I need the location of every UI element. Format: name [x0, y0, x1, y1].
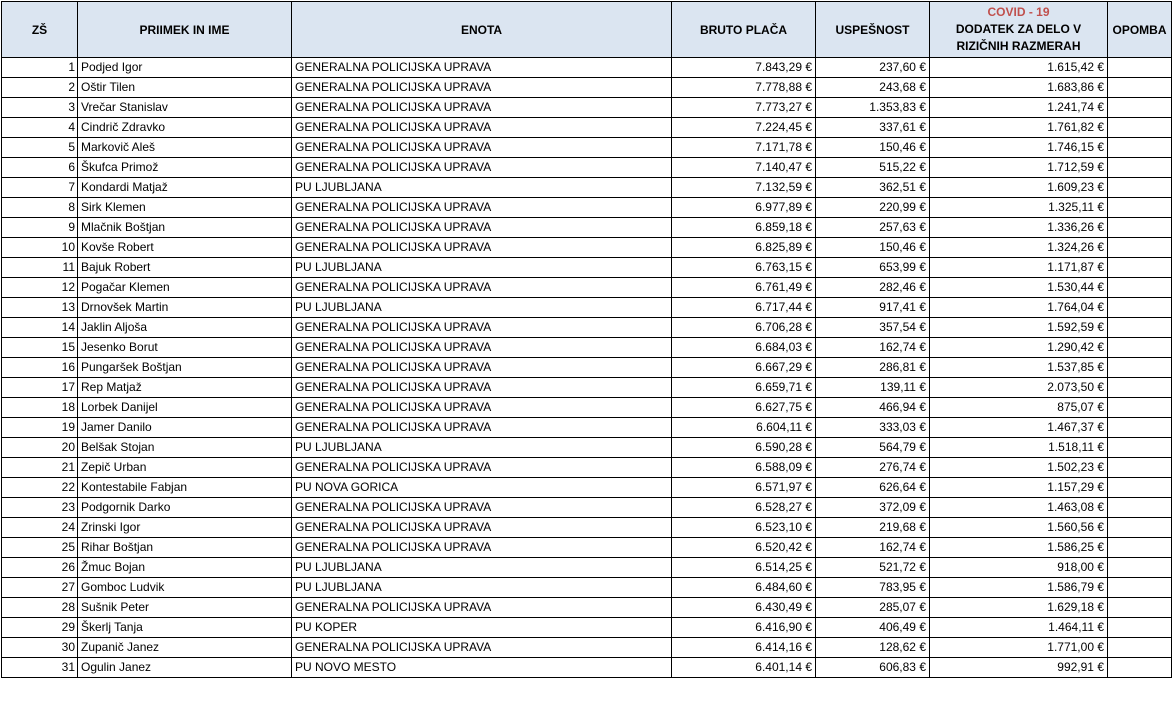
- cell-note[interactable]: [1108, 98, 1172, 118]
- cell-unit[interactable]: PU LJUBLJANA: [292, 558, 672, 578]
- cell-note[interactable]: [1108, 478, 1172, 498]
- cell-gross[interactable]: 6.977,89 €: [672, 198, 816, 218]
- table-row: [2, 418, 1172, 438]
- cell-gross[interactable]: 6.590,28 €: [672, 438, 816, 458]
- cell-zs[interactable]: 5: [2, 138, 78, 158]
- cell-performance[interactable]: 162,74 €: [816, 538, 930, 558]
- cell-unit[interactable]: PU NOVA GORICA: [292, 478, 672, 498]
- cell-note[interactable]: [1108, 258, 1172, 278]
- cell-performance[interactable]: 286,81 €: [816, 358, 930, 378]
- cell-gross[interactable]: 6.571,97 €: [672, 478, 816, 498]
- cell-performance[interactable]: 128,62 €: [816, 638, 930, 658]
- cell-covid[interactable]: 1.771,00 €: [930, 638, 1108, 658]
- cell-name[interactable]: Kondardi Matjaž: [78, 178, 292, 198]
- header-gross[interactable]: BRUTO PLAČA: [672, 2, 816, 58]
- cell-note[interactable]: [1108, 78, 1172, 98]
- cell-gross[interactable]: 6.763,15 €: [672, 258, 816, 278]
- cell-note[interactable]: [1108, 558, 1172, 578]
- cell-gross[interactable]: 6.430,49 €: [672, 598, 816, 618]
- cell-zs[interactable]: 29: [2, 618, 78, 638]
- cell-performance[interactable]: 653,99 €: [816, 258, 930, 278]
- table-row: [2, 118, 1172, 138]
- table-row: [2, 138, 1172, 158]
- cell-performance[interactable]: 285,07 €: [816, 598, 930, 618]
- table-row: [2, 318, 1172, 338]
- table-row: [2, 78, 1172, 98]
- cell-unit[interactable]: PU NOVO MESTO: [292, 658, 672, 678]
- cell-unit[interactable]: PU LJUBLJANA: [292, 578, 672, 598]
- table-row: [2, 198, 1172, 218]
- cell-covid[interactable]: 2.073,50 €: [930, 378, 1108, 398]
- cell-note[interactable]: [1108, 638, 1172, 658]
- table-row: [2, 278, 1172, 298]
- cell-name[interactable]: Cindrič Zdravko: [78, 118, 292, 138]
- cell-unit[interactable]: GENERALNA POLICIJSKA UPRAVA: [292, 538, 672, 558]
- cell-note[interactable]: [1108, 578, 1172, 598]
- cell-unit[interactable]: GENERALNA POLICIJSKA UPRAVA: [292, 338, 672, 358]
- cell-unit[interactable]: GENERALNA POLICIJSKA UPRAVA: [292, 318, 672, 338]
- cell-name[interactable]: Jesenko Borut: [78, 338, 292, 358]
- cell-performance[interactable]: 406,49 €: [816, 618, 930, 638]
- cell-unit[interactable]: PU LJUBLJANA: [292, 178, 672, 198]
- table-row: [2, 98, 1172, 118]
- cell-unit[interactable]: GENERALNA POLICIJSKA UPRAVA: [292, 198, 672, 218]
- table-row: [2, 438, 1172, 458]
- cell-performance[interactable]: 606,83 €: [816, 658, 930, 678]
- table-row: [2, 258, 1172, 278]
- cell-zs[interactable]: 30: [2, 638, 78, 658]
- cell-note[interactable]: [1108, 498, 1172, 518]
- cell-performance[interactable]: 237,60 €: [816, 58, 930, 78]
- cell-name[interactable]: Oštir Tilen: [78, 78, 292, 98]
- cell-performance[interactable]: 219,68 €: [816, 518, 930, 538]
- header-unit[interactable]: ENOTA: [292, 2, 672, 58]
- salary-table-sheet: [1, 1, 1172, 678]
- cell-gross[interactable]: 6.484,60 €: [672, 578, 816, 598]
- cell-unit[interactable]: GENERALNA POLICIJSKA UPRAVA: [292, 358, 672, 378]
- cell-performance[interactable]: 362,51 €: [816, 178, 930, 198]
- cell-covid[interactable]: 1.764,04 €: [930, 298, 1108, 318]
- cell-covid[interactable]: 1.586,25 €: [930, 538, 1108, 558]
- table-row: [2, 598, 1172, 618]
- cell-note[interactable]: [1108, 158, 1172, 178]
- cell-performance[interactable]: 139,11 €: [816, 378, 930, 398]
- cell-note[interactable]: [1108, 418, 1172, 438]
- cell-covid[interactable]: 1.336,26 €: [930, 218, 1108, 238]
- table-row: [2, 658, 1172, 678]
- cell-name[interactable]: Jaklin Aljoša: [78, 318, 292, 338]
- cell-zs[interactable]: 27: [2, 578, 78, 598]
- cell-name[interactable]: Sirk Klemen: [78, 198, 292, 218]
- cell-unit[interactable]: GENERALNA POLICIJSKA UPRAVA: [292, 598, 672, 618]
- cell-performance[interactable]: 357,54 €: [816, 318, 930, 338]
- cell-performance[interactable]: 243,68 €: [816, 78, 930, 98]
- header-row: [2, 2, 1172, 58]
- cell-zs[interactable]: 16: [2, 358, 78, 378]
- cell-unit[interactable]: GENERALNA POLICIJSKA UPRAVA: [292, 638, 672, 658]
- cell-unit[interactable]: PU KOPER: [292, 618, 672, 638]
- cell-unit[interactable]: GENERALNA POLICIJSKA UPRAVA: [292, 58, 672, 78]
- cell-zs[interactable]: 14: [2, 318, 78, 338]
- cell-covid[interactable]: 1.241,74 €: [930, 98, 1108, 118]
- cell-note[interactable]: [1108, 538, 1172, 558]
- cell-zs[interactable]: 1: [2, 58, 78, 78]
- cell-performance[interactable]: 372,09 €: [816, 498, 930, 518]
- cell-note[interactable]: [1108, 118, 1172, 138]
- cell-gross[interactable]: 6.627,75 €: [672, 398, 816, 418]
- table-row: [2, 518, 1172, 538]
- table-row: [2, 498, 1172, 518]
- cell-gross[interactable]: 6.523,10 €: [672, 518, 816, 538]
- cell-name[interactable]: Pogačar Klemen: [78, 278, 292, 298]
- cell-name[interactable]: Sušnik Peter: [78, 598, 292, 618]
- cell-performance[interactable]: 282,46 €: [816, 278, 930, 298]
- cell-note[interactable]: [1108, 438, 1172, 458]
- cell-performance[interactable]: 564,79 €: [816, 438, 930, 458]
- cell-zs[interactable]: 3: [2, 98, 78, 118]
- cell-gross[interactable]: 6.514,25 €: [672, 558, 816, 578]
- cell-performance[interactable]: 150,46 €: [816, 138, 930, 158]
- cell-name[interactable]: Gomboc Ludvik: [78, 578, 292, 598]
- cell-note[interactable]: [1108, 218, 1172, 238]
- cell-covid[interactable]: 1.746,15 €: [930, 138, 1108, 158]
- cell-note[interactable]: [1108, 618, 1172, 638]
- cell-performance[interactable]: 1.353,83 €: [816, 98, 930, 118]
- cell-covid[interactable]: 1.464,11 €: [930, 618, 1108, 638]
- cell-performance[interactable]: 333,03 €: [816, 418, 930, 438]
- header-performance[interactable]: USPEŠNOST: [816, 2, 930, 58]
- cell-gross[interactable]: 7.140,47 €: [672, 158, 816, 178]
- cell-covid[interactable]: 1.324,26 €: [930, 238, 1108, 258]
- cell-unit[interactable]: GENERALNA POLICIJSKA UPRAVA: [292, 98, 672, 118]
- table-row: [2, 178, 1172, 198]
- cell-unit[interactable]: GENERALNA POLICIJSKA UPRAVA: [292, 118, 672, 138]
- cell-covid[interactable]: 992,91 €: [930, 658, 1108, 678]
- cell-gross[interactable]: 6.706,28 €: [672, 318, 816, 338]
- cell-performance[interactable]: 783,95 €: [816, 578, 930, 598]
- header-name[interactable]: PRIIMEK IN IME: [78, 2, 292, 58]
- cell-gross[interactable]: 6.416,90 €: [672, 618, 816, 638]
- cell-covid[interactable]: 1.592,59 €: [930, 318, 1108, 338]
- table-row: [2, 298, 1172, 318]
- table-row: [2, 158, 1172, 178]
- table-row: [2, 218, 1172, 238]
- cell-name[interactable]: Vrečar Stanislav: [78, 98, 292, 118]
- cell-covid[interactable]: 1.467,37 €: [930, 418, 1108, 438]
- cell-zs[interactable]: 15: [2, 338, 78, 358]
- cell-performance[interactable]: 466,94 €: [816, 398, 930, 418]
- cell-gross[interactable]: 7.132,59 €: [672, 178, 816, 198]
- cell-covid[interactable]: 1.290,42 €: [930, 338, 1108, 358]
- cell-gross[interactable]: 7.171,78 €: [672, 138, 816, 158]
- cell-gross[interactable]: 6.761,49 €: [672, 278, 816, 298]
- cell-name[interactable]: Ogulin Janez: [78, 658, 292, 678]
- salary-table: [1, 1, 1172, 678]
- cell-covid[interactable]: 1.683,86 €: [930, 78, 1108, 98]
- cell-performance[interactable]: 220,99 €: [816, 198, 930, 218]
- cell-note[interactable]: [1108, 138, 1172, 158]
- cell-zs[interactable]: 11: [2, 258, 78, 278]
- cell-zs[interactable]: 13: [2, 298, 78, 318]
- cell-note[interactable]: [1108, 298, 1172, 318]
- cell-note[interactable]: [1108, 378, 1172, 398]
- cell-note[interactable]: [1108, 358, 1172, 378]
- cell-gross[interactable]: 6.684,03 €: [672, 338, 816, 358]
- cell-unit[interactable]: PU LJUBLJANA: [292, 438, 672, 458]
- cell-zs[interactable]: 26: [2, 558, 78, 578]
- cell-gross[interactable]: 6.604,11 €: [672, 418, 816, 438]
- cell-name[interactable]: Žmuc Bojan: [78, 558, 292, 578]
- header-covid-subtitle: DODATEK ZA DELO V RIZIČNIH RAZMERAH: [955, 22, 1082, 53]
- cell-unit[interactable]: GENERALNA POLICIJSKA UPRAVA: [292, 158, 672, 178]
- cell-unit[interactable]: GENERALNA POLICIJSKA UPRAVA: [292, 458, 672, 478]
- cell-unit[interactable]: GENERALNA POLICIJSKA UPRAVA: [292, 398, 672, 418]
- cell-covid[interactable]: 875,07 €: [930, 398, 1108, 418]
- cell-name[interactable]: Jamer Danilo: [78, 418, 292, 438]
- header-note[interactable]: OPOMBA: [1108, 2, 1172, 58]
- cell-name[interactable]: Kontestabile Fabjan: [78, 478, 292, 498]
- cell-unit[interactable]: GENERALNA POLICIJSKA UPRAVA: [292, 278, 672, 298]
- cell-name[interactable]: Zupanič Janez: [78, 638, 292, 658]
- cell-gross[interactable]: 6.659,71 €: [672, 378, 816, 398]
- cell-performance[interactable]: 626,64 €: [816, 478, 930, 498]
- cell-performance[interactable]: 521,72 €: [816, 558, 930, 578]
- cell-zs[interactable]: 23: [2, 498, 78, 518]
- cell-zs[interactable]: 12: [2, 278, 78, 298]
- cell-zs[interactable]: 21: [2, 458, 78, 478]
- cell-performance[interactable]: 162,74 €: [816, 338, 930, 358]
- cell-zs[interactable]: 31: [2, 658, 78, 678]
- table-row: [2, 398, 1172, 418]
- cell-name[interactable]: Podgornik Darko: [78, 498, 292, 518]
- cell-unit[interactable]: GENERALNA POLICIJSKA UPRAVA: [292, 78, 672, 98]
- cell-covid[interactable]: 1.712,59 €: [930, 158, 1108, 178]
- cell-name[interactable]: Rep Matjaž: [78, 378, 292, 398]
- cell-unit[interactable]: GENERALNA POLICIJSKA UPRAVA: [292, 498, 672, 518]
- cell-name[interactable]: Markovič Aleš: [78, 138, 292, 158]
- cell-name[interactable]: Zepič Urban: [78, 458, 292, 478]
- cell-name[interactable]: Rihar Boštjan: [78, 538, 292, 558]
- cell-gross[interactable]: 7.224,45 €: [672, 118, 816, 138]
- table-row: [2, 338, 1172, 358]
- table-row: [2, 238, 1172, 258]
- table-body: [2, 58, 1172, 678]
- cell-unit[interactable]: PU LJUBLJANA: [292, 258, 672, 278]
- cell-note[interactable]: [1108, 318, 1172, 338]
- cell-covid[interactable]: 1.629,18 €: [930, 598, 1108, 618]
- cell-name[interactable]: Zrinski Igor: [78, 518, 292, 538]
- cell-gross[interactable]: 7.843,29 €: [672, 58, 816, 78]
- cell-zs[interactable]: 10: [2, 238, 78, 258]
- cell-performance[interactable]: 917,41 €: [816, 298, 930, 318]
- cell-name[interactable]: Pungaršek Boštjan: [78, 358, 292, 378]
- cell-covid[interactable]: 1.171,87 €: [930, 258, 1108, 278]
- cell-covid[interactable]: 1.518,11 €: [930, 438, 1108, 458]
- cell-unit[interactable]: GENERALNA POLICIJSKA UPRAVA: [292, 378, 672, 398]
- cell-zs[interactable]: 28: [2, 598, 78, 618]
- header-zs[interactable]: ZŠ: [2, 2, 78, 58]
- cell-covid[interactable]: 1.609,23 €: [930, 178, 1108, 198]
- cell-name[interactable]: Podjed Igor: [78, 58, 292, 78]
- cell-performance[interactable]: 337,61 €: [816, 118, 930, 138]
- cell-gross[interactable]: 6.667,29 €: [672, 358, 816, 378]
- table-row: [2, 478, 1172, 498]
- cell-zs[interactable]: 2: [2, 78, 78, 98]
- cell-zs[interactable]: 22: [2, 478, 78, 498]
- cell-zs[interactable]: 18: [2, 398, 78, 418]
- cell-covid[interactable]: 1.502,23 €: [930, 458, 1108, 478]
- cell-zs[interactable]: 6: [2, 158, 78, 178]
- cell-zs[interactable]: 24: [2, 518, 78, 538]
- cell-zs[interactable]: 7: [2, 178, 78, 198]
- cell-covid[interactable]: 1.615,42 €: [930, 58, 1108, 78]
- cell-covid[interactable]: 1.761,82 €: [930, 118, 1108, 138]
- table-row: [2, 58, 1172, 78]
- cell-name[interactable]: Kovše Robert: [78, 238, 292, 258]
- table-row: [2, 458, 1172, 478]
- cell-unit[interactable]: GENERALNA POLICIJSKA UPRAVA: [292, 238, 672, 258]
- cell-zs[interactable]: 4: [2, 118, 78, 138]
- cell-unit[interactable]: PU LJUBLJANA: [292, 298, 672, 318]
- cell-zs[interactable]: 9: [2, 218, 78, 238]
- cell-note[interactable]: [1108, 178, 1172, 198]
- table-row: [2, 538, 1172, 558]
- cell-zs[interactable]: 17: [2, 378, 78, 398]
- cell-note[interactable]: [1108, 458, 1172, 478]
- cell-name[interactable]: Lorbek Danijel: [78, 398, 292, 418]
- cell-name[interactable]: Bajuk Robert: [78, 258, 292, 278]
- cell-gross[interactable]: 7.778,88 €: [672, 78, 816, 98]
- table-row: [2, 358, 1172, 378]
- cell-unit[interactable]: GENERALNA POLICIJSKA UPRAVA: [292, 418, 672, 438]
- header-covid[interactable]: [930, 2, 1108, 58]
- cell-note[interactable]: [1108, 198, 1172, 218]
- cell-zs[interactable]: 20: [2, 438, 78, 458]
- cell-covid[interactable]: 1.537,85 €: [930, 358, 1108, 378]
- cell-note[interactable]: [1108, 518, 1172, 538]
- cell-gross[interactable]: 6.414,16 €: [672, 638, 816, 658]
- cell-covid[interactable]: 1.325,11 €: [930, 198, 1108, 218]
- table-row: [2, 578, 1172, 598]
- cell-zs[interactable]: 8: [2, 198, 78, 218]
- table-row: [2, 638, 1172, 658]
- cell-note[interactable]: [1108, 658, 1172, 678]
- cell-covid[interactable]: 1.463,08 €: [930, 498, 1108, 518]
- table-row: [2, 378, 1172, 398]
- cell-covid[interactable]: 918,00 €: [930, 558, 1108, 578]
- table-row: [2, 618, 1172, 638]
- cell-covid[interactable]: 1.157,29 €: [930, 478, 1108, 498]
- cell-gross[interactable]: 7.773,27 €: [672, 98, 816, 118]
- cell-zs[interactable]: 19: [2, 418, 78, 438]
- cell-gross[interactable]: 6.520,42 €: [672, 538, 816, 558]
- cell-performance[interactable]: 276,74 €: [816, 458, 930, 478]
- cell-unit[interactable]: GENERALNA POLICIJSKA UPRAVA: [292, 518, 672, 538]
- cell-name[interactable]: Mlačnik Boštjan: [78, 218, 292, 238]
- cell-unit[interactable]: GENERALNA POLICIJSKA UPRAVA: [292, 218, 672, 238]
- cell-covid[interactable]: 1.560,56 €: [930, 518, 1108, 538]
- cell-gross[interactable]: 6.859,18 €: [672, 218, 816, 238]
- cell-gross[interactable]: 6.528,27 €: [672, 498, 816, 518]
- cell-zs[interactable]: 25: [2, 538, 78, 558]
- cell-performance[interactable]: 150,46 €: [816, 238, 930, 258]
- cell-covid[interactable]: 1.530,44 €: [930, 278, 1108, 298]
- cell-note[interactable]: [1108, 238, 1172, 258]
- cell-note[interactable]: [1108, 398, 1172, 418]
- table-row: [2, 558, 1172, 578]
- cell-note[interactable]: [1108, 598, 1172, 618]
- cell-performance[interactable]: 515,22 €: [816, 158, 930, 178]
- cell-name[interactable]: Belšak Stojan: [78, 438, 292, 458]
- cell-gross[interactable]: 6.825,89 €: [672, 238, 816, 258]
- cell-note[interactable]: [1108, 278, 1172, 298]
- header-covid-title: COVID - 19: [987, 5, 1050, 19]
- cell-gross[interactable]: 6.717,44 €: [672, 298, 816, 318]
- cell-performance[interactable]: 257,63 €: [816, 218, 930, 238]
- cell-gross[interactable]: 6.588,09 €: [672, 458, 816, 478]
- cell-name[interactable]: Škerlj Tanja: [78, 618, 292, 638]
- cell-gross[interactable]: 6.401,14 €: [672, 658, 816, 678]
- cell-note[interactable]: [1108, 58, 1172, 78]
- cell-covid[interactable]: 1.586,79 €: [930, 578, 1108, 598]
- cell-unit[interactable]: GENERALNA POLICIJSKA UPRAVA: [292, 138, 672, 158]
- cell-name[interactable]: Drnovšek Martin: [78, 298, 292, 318]
- cell-name[interactable]: Škufca Primož: [78, 158, 292, 178]
- cell-note[interactable]: [1108, 338, 1172, 358]
